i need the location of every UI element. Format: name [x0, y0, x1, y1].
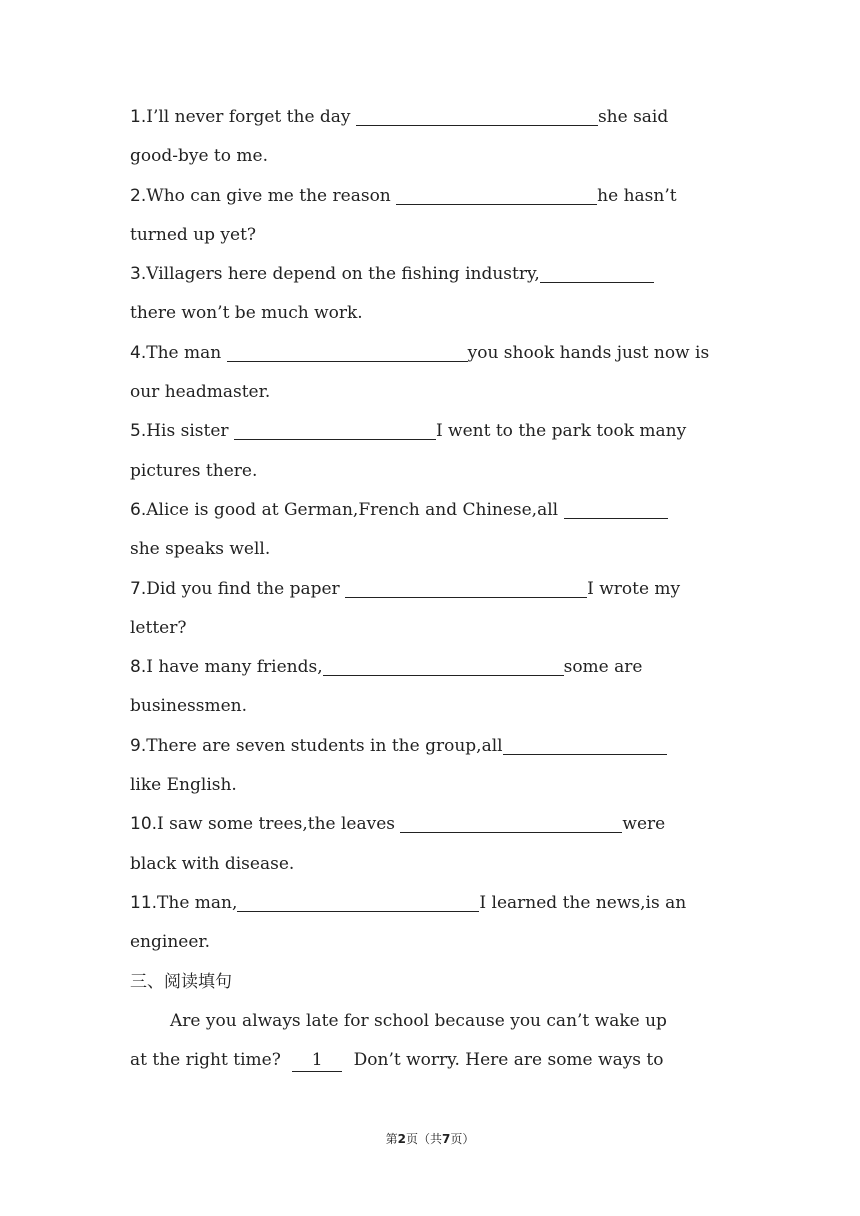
- question-text: There are seven students in the group,all: [146, 735, 503, 756]
- footer-total-pages: 7: [442, 1132, 451, 1146]
- question-6-line-1: [130, 491, 730, 530]
- question-10-line-1: [130, 805, 730, 844]
- question-text-after: she said: [597, 107, 669, 127]
- question-number: 6.: [130, 499, 147, 520]
- passage-text-after: Don’t worry. Here are some ways to: [353, 1050, 664, 1071]
- passage-blank-1[interactable]: 1: [292, 1050, 342, 1072]
- answer-blank[interactable]: [356, 101, 598, 126]
- question-text: His sister: [146, 421, 234, 442]
- footer-post: 页）: [450, 1132, 475, 1146]
- page-footer: [0, 1130, 860, 1147]
- question-text: I saw some trees,the leaves: [157, 814, 401, 835]
- answer-blank[interactable]: [345, 573, 587, 598]
- question-text-after: I learned the news,is an: [479, 892, 687, 913]
- question-9-line-2: like English.: [130, 775, 237, 796]
- question-text: Who can give me the reason: [146, 185, 397, 206]
- question-text-after: he hasn’t: [597, 185, 677, 206]
- question-2-line-2: turned up yet?: [130, 224, 257, 245]
- question-8-line-1: [130, 648, 730, 687]
- document-body: [130, 98, 730, 1080]
- question-number: 10.: [130, 814, 158, 835]
- question-text: The man,: [157, 892, 238, 913]
- question-number: 3.: [130, 264, 147, 285]
- passage-line-2: [130, 1041, 730, 1080]
- question-1-line-1: [130, 98, 730, 137]
- passage-line-1: Are you always late for school because you can’t wake up: [170, 1010, 667, 1031]
- question-text: I’ll never forget the day: [146, 107, 356, 127]
- passage-text: at the right time?: [130, 1050, 281, 1071]
- question-text-after: some are: [563, 657, 643, 678]
- question-10-line-2: black with disease.: [130, 853, 295, 874]
- question-text-after: were: [622, 814, 666, 835]
- answer-blank[interactable]: [227, 337, 468, 362]
- question-number: 1.: [130, 107, 147, 127]
- answer-blank[interactable]: [564, 494, 668, 519]
- question-text-after: I wrote my: [587, 578, 681, 599]
- question-3-line-2: there won’t be much work.: [130, 303, 363, 324]
- question-7-line-2: letter?: [130, 617, 187, 638]
- question-7-line-1: [130, 570, 730, 609]
- answer-blank[interactable]: [396, 180, 597, 205]
- question-5-line-2: pictures there.: [130, 460, 258, 481]
- footer-page-number: 2: [397, 1132, 406, 1146]
- question-number: 2.: [130, 185, 147, 206]
- answer-blank[interactable]: [400, 808, 622, 833]
- question-4-line-2: our headmaster.: [130, 382, 271, 403]
- question-text: Did you find the paper: [146, 578, 346, 599]
- question-number: 8.: [130, 657, 147, 678]
- question-2-line-1: [130, 177, 730, 216]
- question-text-after: I went to the park took many: [435, 421, 687, 442]
- question-text: The man: [146, 342, 227, 363]
- answer-blank[interactable]: [234, 415, 436, 440]
- question-number: 11.: [130, 892, 158, 913]
- answer-blank[interactable]: [323, 651, 564, 676]
- question-8-line-2: businessmen.: [130, 696, 247, 717]
- question-text: I have many friends,: [146, 657, 323, 678]
- footer-pre: 第: [385, 1132, 398, 1146]
- question-11-line-1: [130, 884, 730, 923]
- question-number: 5.: [130, 421, 147, 442]
- question-9-line-1: [130, 727, 730, 766]
- answer-blank[interactable]: [237, 887, 479, 912]
- question-4-line-1: [130, 334, 730, 373]
- question-number: 4.: [130, 342, 147, 363]
- question-number: 9.: [130, 735, 147, 756]
- section-heading: 三、阅读填句: [130, 971, 232, 992]
- question-text-after: you shook hands just now is: [467, 342, 710, 363]
- question-5-line-1: [130, 412, 730, 451]
- question-3-line-1: [130, 255, 730, 294]
- question-1-line-2: good-bye to me.: [130, 146, 268, 167]
- answer-blank[interactable]: [503, 730, 667, 755]
- question-number: 7.: [130, 578, 147, 599]
- question-text: Villagers here depend on the fishing industry,: [146, 264, 540, 285]
- footer-mid: 页（共: [405, 1132, 442, 1146]
- answer-blank[interactable]: [540, 258, 654, 283]
- question-11-line-2: engineer.: [130, 932, 211, 953]
- question-6-line-2: she speaks well.: [130, 539, 271, 560]
- question-text: Alice is good at German,French and Chinese,all: [146, 499, 564, 520]
